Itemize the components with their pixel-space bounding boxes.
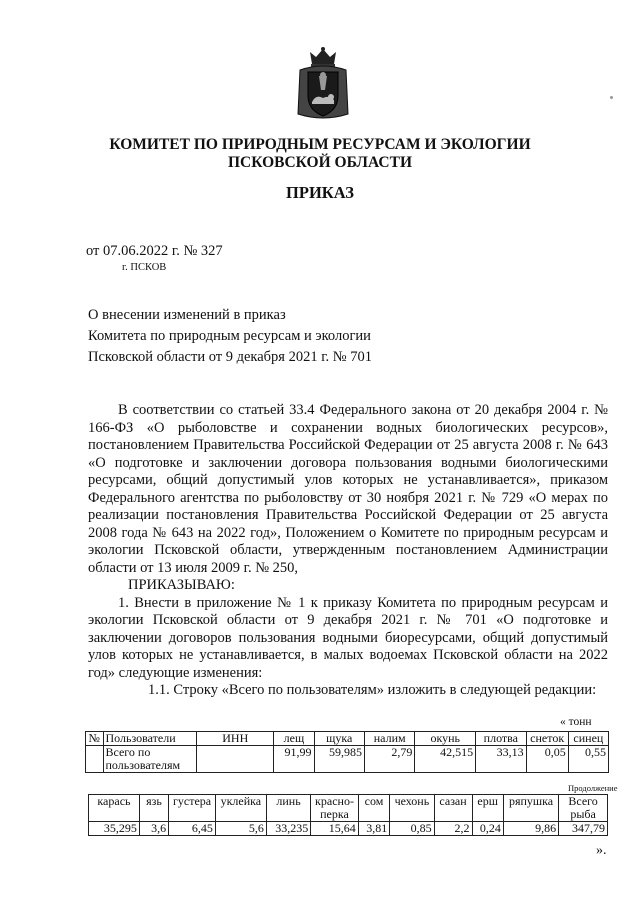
- table-row: [86, 746, 609, 773]
- table1-cell: 2,79: [364, 746, 414, 773]
- users-total-table: [85, 731, 609, 773]
- table2-cell: 15,64: [311, 822, 359, 836]
- table2-cell: 2,2: [434, 822, 472, 836]
- order-subject: [88, 305, 372, 368]
- table-row: [89, 822, 608, 836]
- table1-header-cell: плотва: [476, 732, 526, 746]
- table1-cell: 0,55: [568, 746, 608, 773]
- table1-cell: 33,13: [476, 746, 526, 773]
- table1-cell: 91,99: [274, 746, 314, 773]
- table2-header-cell: красно-перка: [311, 795, 359, 822]
- item-1-paragraph: 1. Внести в приложение № 1 к приказу Комитета по природным ресурсам и экологии Псковской области от 9 декабря 2021 г. № 701 «О подготовке и заключении договоров пользования водными биоресурсами, общий допустимый улов которых не устанавливается, в малых водоемах Псковской области на 2022 год» следующие изменения:: [88, 594, 608, 681]
- table2-header-cell: сазан: [434, 795, 472, 822]
- document-type-title: ПРИКАЗ: [286, 183, 354, 202]
- table2-cell: 347,79: [559, 822, 608, 836]
- table1-header-cell: синец: [568, 732, 608, 746]
- subject-line1: О внесении изменений в приказ: [88, 307, 286, 323]
- date-number: от 07.06.2022 г. № 327: [86, 243, 223, 259]
- unit-label: « тонн: [560, 716, 592, 728]
- table1-header-cell: щука: [314, 732, 364, 746]
- table2-cell: 3,81: [358, 822, 389, 836]
- table1-header-cell: снеток: [526, 732, 568, 746]
- table2-cell: 0,24: [472, 822, 503, 836]
- table1-header-cell: налим: [364, 732, 414, 746]
- committee-title-line2: ПСКОВСКОЙ ОБЛАСТИ: [227, 154, 412, 171]
- table1-cell: [197, 746, 274, 773]
- subject-line2: Комитета по природным ресурсам и экологии: [88, 328, 371, 344]
- fish-totals-table: [88, 794, 608, 836]
- table1-header-cell: №: [86, 732, 104, 746]
- committee-title-line1: КОМИТЕТ ПО ПРИРОДНЫМ РЕСУРСАМ И ЭКОЛОГИИ: [109, 136, 531, 153]
- table2-header-cell: линь: [266, 795, 310, 822]
- table1-cell: 0,05: [526, 746, 568, 773]
- table2-cell: 35,295: [89, 822, 140, 836]
- order-body: [88, 402, 608, 700]
- table2-cell: 33,235: [266, 822, 310, 836]
- table2-cell: 6,45: [169, 822, 216, 836]
- table2-header-row: [89, 795, 608, 822]
- table2-header-cell: карась: [89, 795, 140, 822]
- table1-header-cell: ИНН: [197, 732, 274, 746]
- order-word: ПРИКАЗЫВАЮ:: [128, 577, 235, 593]
- table2-header-cell: язь: [139, 795, 168, 822]
- table2-header-cell: чехонь: [390, 795, 434, 822]
- quote-end-mark: ».: [596, 843, 607, 858]
- table2-header-cell: густера: [169, 795, 216, 822]
- table1-cell: Всего по пользователям: [103, 746, 197, 773]
- subject-line3: Псковской области от 9 декабря 2021 г. № 701: [88, 349, 372, 365]
- table1-header-cell: окунь: [415, 732, 476, 746]
- item-1-1-paragraph: 1.1. Строку «Всего по пользователям» изложить в следующей редакции:: [148, 682, 597, 698]
- table2-header-cell: Всего рыба: [559, 795, 608, 822]
- table2-cell: 0,85: [390, 822, 434, 836]
- table1-header-row: [86, 732, 609, 746]
- continuation-label: Продолжение: [568, 783, 618, 793]
- pskov-coat-of-arms-icon: [296, 46, 350, 122]
- table2-cell: 5,6: [215, 822, 266, 836]
- table2-header-cell: сом: [358, 795, 389, 822]
- table2-header-cell: ряпушка: [503, 795, 558, 822]
- table1-cell: [86, 746, 104, 773]
- table2-header-cell: уклейка: [215, 795, 266, 822]
- table2-header-cell: ерш: [472, 795, 503, 822]
- scan-speck: [610, 96, 613, 99]
- preamble-paragraph: В соответствии со статьей 33.4 Федерального закона от 20 декабря 2004 г. № 166-ФЗ «О рыболовстве и сохранении водных биологических ресурсов», постановлением Правительства Российской Федерации от 25 августа 2008 г. № 643 «О подготовке и заключении договора пользования водными биологическими ресурсами, общий допустимый улов которых не устанавливается», приказом Федерального агентства по рыболовству от 30 ноября 2021 г. № 729 «О мерах по реализации постановления Правительства Российской Федерации от 25 августа 2008 года № 643 на 2022 год», Положением о Комитете по природным ресурсам и экологии Псковской области, утвержденным постановлением Администрации области от 13 июля 2009 г. № 250,: [88, 402, 608, 576]
- table2-cell: 9,86: [503, 822, 558, 836]
- table1-cell: 59,985: [314, 746, 364, 773]
- table1-cell: 42,515: [415, 746, 476, 773]
- city-label: г. ПСКОВ: [122, 262, 167, 273]
- table1-header-cell: Пользователи: [103, 732, 197, 746]
- table2-cell: 3,6: [139, 822, 168, 836]
- table1-header-cell: лещ: [274, 732, 314, 746]
